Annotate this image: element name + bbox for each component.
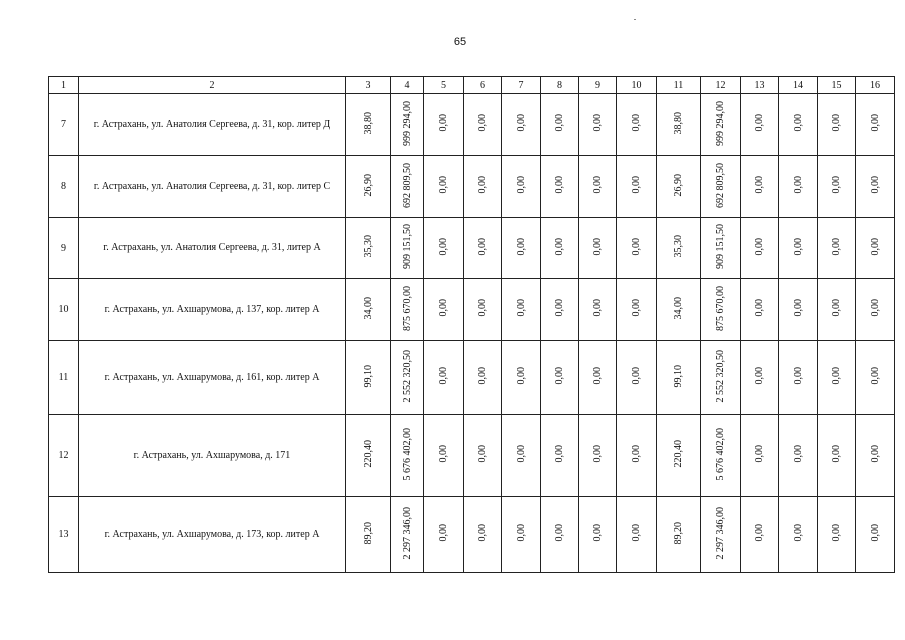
- col-header: 10: [617, 77, 657, 94]
- value-cell: [779, 497, 818, 573]
- value-cell: [741, 156, 779, 218]
- value-cell: [502, 497, 541, 573]
- value-text: 0,00: [438, 237, 449, 256]
- value-cell: [818, 341, 856, 415]
- value-text: 999 294,00: [401, 100, 413, 146]
- value-text: 0,00: [631, 176, 642, 194]
- value-text: 0,00: [792, 176, 804, 194]
- col-header: 2: [79, 77, 346, 94]
- value-text: 0,00: [792, 299, 804, 317]
- value-text: 0,00: [754, 176, 765, 194]
- value-cell: [701, 156, 741, 218]
- value-cell: [657, 341, 701, 415]
- value-text: 0,00: [831, 299, 842, 317]
- value-text: 0,00: [438, 114, 449, 132]
- value-cell: [818, 156, 856, 218]
- value-text: 0,00: [754, 445, 765, 463]
- value-text: 0,00: [592, 367, 603, 385]
- col-header: 12: [701, 77, 741, 94]
- value-text: 0,00: [792, 114, 804, 132]
- value-cell: [464, 94, 502, 156]
- value-text: 0,00: [792, 237, 804, 256]
- value-cell: [464, 415, 502, 497]
- value-text: 0,00: [554, 114, 565, 132]
- value-text: 220,40: [673, 440, 684, 468]
- row-number: 13: [49, 497, 79, 573]
- col-header: 3: [346, 77, 391, 94]
- value-text: 0,00: [869, 114, 881, 132]
- table-row: [49, 341, 895, 415]
- value-cell: [346, 415, 391, 497]
- value-cell: [346, 497, 391, 573]
- value-text: 34,00: [362, 296, 374, 320]
- value-cell: [818, 94, 856, 156]
- value-text: 0,00: [477, 299, 488, 317]
- value-text: 89,20: [673, 521, 684, 545]
- value-text: 0,00: [631, 524, 642, 542]
- value-cell: [424, 415, 464, 497]
- value-text: 0,00: [792, 524, 804, 542]
- col-header: 6: [464, 77, 502, 94]
- value-text: 0,00: [438, 445, 449, 463]
- value-text: 0,00: [831, 524, 842, 542]
- value-cell: [541, 94, 579, 156]
- col-header: 1: [49, 77, 79, 94]
- value-text: 38,80: [362, 111, 374, 135]
- value-text: 692 809,50: [401, 162, 413, 208]
- value-cell: [391, 218, 424, 279]
- value-cell: [424, 156, 464, 218]
- value-cell: [541, 218, 579, 279]
- value-text: 0,00: [592, 237, 603, 256]
- value-text: 0,00: [754, 524, 765, 542]
- address-cell: г. Астрахань, ул. Анатолия Сергеева, д. 31, литер А: [79, 218, 346, 279]
- value-text: 0,00: [477, 367, 488, 385]
- value-cell: [779, 341, 818, 415]
- col-header: 5: [424, 77, 464, 94]
- value-cell: [741, 94, 779, 156]
- value-text: 0,00: [754, 237, 765, 256]
- value-cell: [617, 497, 657, 573]
- value-cell: [579, 497, 617, 573]
- value-cell: [502, 94, 541, 156]
- value-cell: [579, 94, 617, 156]
- value-text: 26,90: [362, 173, 374, 197]
- value-text: 0,00: [554, 299, 565, 317]
- value-cell: [818, 497, 856, 573]
- row-number: 10: [49, 279, 79, 341]
- value-cell: [779, 218, 818, 279]
- col-header: 9: [579, 77, 617, 94]
- header-row: [49, 77, 895, 94]
- value-cell: [541, 415, 579, 497]
- value-text: 999 294,00: [715, 100, 726, 146]
- value-cell: [818, 218, 856, 279]
- value-cell: [541, 156, 579, 218]
- table-row: [49, 279, 895, 341]
- value-cell: [617, 156, 657, 218]
- value-text: 220,40: [362, 440, 374, 468]
- value-text: 0,00: [792, 367, 804, 385]
- value-text: 0,00: [438, 176, 449, 194]
- table-body: [49, 94, 895, 573]
- value-cell: [701, 415, 741, 497]
- value-text: 0,00: [554, 524, 565, 542]
- value-cell: [391, 156, 424, 218]
- row-number: 12: [49, 415, 79, 497]
- value-cell: [856, 279, 895, 341]
- value-text: 0,00: [554, 367, 565, 385]
- col-header: 15: [818, 77, 856, 94]
- value-text: 692 809,50: [715, 162, 726, 208]
- value-cell: [541, 341, 579, 415]
- value-text: 2 297 346,00: [715, 506, 726, 560]
- value-text: 875 670,00: [715, 285, 726, 331]
- value-text: 35,30: [362, 235, 374, 258]
- value-cell: [856, 218, 895, 279]
- col-header: 13: [741, 77, 779, 94]
- value-text: 38,80: [673, 111, 684, 135]
- value-text: 0,00: [631, 299, 642, 317]
- value-text: 0,00: [554, 237, 565, 256]
- value-cell: [617, 415, 657, 497]
- value-text: 34,00: [673, 296, 684, 320]
- value-text: 0,00: [869, 367, 881, 385]
- value-text: 99,10: [362, 364, 374, 388]
- value-cell: [464, 218, 502, 279]
- value-text: 0,00: [438, 524, 449, 542]
- value-cell: [701, 341, 741, 415]
- value-text: 89,20: [362, 521, 374, 545]
- value-cell: [856, 94, 895, 156]
- value-text: 0,00: [754, 367, 765, 385]
- value-text: 0,00: [477, 237, 488, 256]
- value-cell: [391, 415, 424, 497]
- value-text: 0,00: [831, 176, 842, 194]
- value-cell: [346, 218, 391, 279]
- value-text: 0,00: [515, 445, 527, 463]
- value-cell: [464, 279, 502, 341]
- table-row: [49, 497, 895, 573]
- value-text: 0,00: [831, 367, 842, 385]
- value-text: 0,00: [438, 299, 449, 317]
- value-cell: [701, 279, 741, 341]
- value-text: 0,00: [477, 114, 488, 132]
- value-cell: [424, 94, 464, 156]
- value-cell: [617, 94, 657, 156]
- value-cell: [391, 94, 424, 156]
- value-cell: [502, 415, 541, 497]
- value-cell: [424, 497, 464, 573]
- value-cell: [657, 497, 701, 573]
- address-cell: г. Астрахань, ул. Анатолия Сергеева, д. 31, кор. литер Д: [79, 94, 346, 156]
- value-cell: [346, 341, 391, 415]
- property-table: [48, 76, 895, 573]
- value-text: 99,10: [673, 364, 684, 388]
- value-text: 0,00: [592, 524, 603, 542]
- value-text: 0,00: [631, 237, 642, 256]
- value-cell: [779, 415, 818, 497]
- col-header: 4: [391, 77, 424, 94]
- value-text: 2 297 346,00: [401, 506, 413, 560]
- value-text: 0,00: [515, 176, 527, 194]
- value-cell: [617, 341, 657, 415]
- value-cell: [657, 279, 701, 341]
- address-cell: г. Астрахань, ул. Ахшарумова, д. 161, кор. литер А: [79, 341, 346, 415]
- value-cell: [424, 341, 464, 415]
- value-cell: [579, 415, 617, 497]
- value-text: 0,00: [477, 176, 488, 194]
- col-header: 7: [502, 77, 541, 94]
- row-number: 9: [49, 218, 79, 279]
- value-cell: [346, 156, 391, 218]
- col-header: 11: [657, 77, 701, 94]
- value-cell: [464, 497, 502, 573]
- value-cell: [701, 94, 741, 156]
- value-text: 0,00: [515, 114, 527, 132]
- value-cell: [541, 497, 579, 573]
- value-cell: [701, 218, 741, 279]
- value-text: 5 676 402,00: [715, 427, 726, 481]
- value-text: 0,00: [631, 445, 642, 463]
- value-text: 875 670,00: [401, 285, 413, 331]
- value-cell: [657, 415, 701, 497]
- value-cell: [424, 279, 464, 341]
- value-cell: [579, 156, 617, 218]
- value-cell: [502, 218, 541, 279]
- value-cell: [657, 218, 701, 279]
- value-cell: [657, 94, 701, 156]
- value-cell: [741, 497, 779, 573]
- value-cell: [741, 279, 779, 341]
- value-cell: [579, 279, 617, 341]
- value-text: 0,00: [831, 114, 842, 132]
- value-text: 0,00: [754, 114, 765, 132]
- value-text: 0,00: [554, 445, 565, 463]
- value-cell: [741, 218, 779, 279]
- table-row: [49, 94, 895, 156]
- table-row: [49, 415, 895, 497]
- address-cell: г. Астрахань, ул. Ахшарумова, д. 137, кор. литер А: [79, 279, 346, 341]
- table-row: [49, 218, 895, 279]
- value-text: 0,00: [869, 237, 881, 256]
- value-text: 0,00: [515, 237, 527, 256]
- col-header: 14: [779, 77, 818, 94]
- value-cell: [741, 415, 779, 497]
- value-cell: [464, 341, 502, 415]
- value-cell: [391, 279, 424, 341]
- value-text: 0,00: [477, 445, 488, 463]
- value-cell: [818, 415, 856, 497]
- value-text: 0,00: [515, 299, 527, 317]
- value-cell: [502, 156, 541, 218]
- value-cell: [856, 415, 895, 497]
- value-text: 0,00: [592, 176, 603, 194]
- value-text: 0,00: [631, 367, 642, 385]
- value-text: 909 151,50: [401, 224, 413, 269]
- value-cell: [502, 279, 541, 341]
- value-cell: [391, 497, 424, 573]
- value-text: 0,00: [869, 299, 881, 317]
- value-cell: [346, 279, 391, 341]
- col-header: 8: [541, 77, 579, 94]
- col-header: 16: [856, 77, 895, 94]
- value-text: 0,00: [869, 524, 881, 542]
- value-cell: [617, 279, 657, 341]
- address-cell: г. Астрахань, ул. Ахшарумова, д. 173, кор. литер А: [79, 497, 346, 573]
- value-text: 0,00: [792, 445, 804, 463]
- value-text: 0,00: [592, 114, 603, 132]
- value-text: 0,00: [869, 445, 881, 463]
- value-cell: [346, 94, 391, 156]
- value-cell: [579, 218, 617, 279]
- value-text: 5 676 402,00: [401, 427, 413, 481]
- table-row: [49, 156, 895, 218]
- value-cell: [856, 497, 895, 573]
- value-cell: [701, 497, 741, 573]
- value-text: 0,00: [754, 299, 765, 317]
- value-text: 0,00: [631, 114, 642, 132]
- value-cell: [541, 279, 579, 341]
- value-cell: [579, 341, 617, 415]
- row-number: 11: [49, 341, 79, 415]
- value-text: 0,00: [831, 237, 842, 256]
- address-cell: г. Астрахань, ул. Анатолия Сергеева, д. 31, кор. литер С: [79, 156, 346, 218]
- value-cell: [856, 156, 895, 218]
- value-text: 0,00: [831, 445, 842, 463]
- value-cell: [502, 341, 541, 415]
- page-number: 65: [453, 36, 467, 48]
- value-cell: [818, 279, 856, 341]
- value-cell: [464, 156, 502, 218]
- value-cell: [779, 279, 818, 341]
- value-text: 0,00: [592, 445, 603, 463]
- row-number: 8: [49, 156, 79, 218]
- value-cell: [741, 341, 779, 415]
- value-text: 0,00: [438, 367, 449, 385]
- value-text: 0,00: [515, 524, 527, 542]
- value-text: 0,00: [515, 367, 527, 385]
- scan-speck: [634, 19, 636, 20]
- value-cell: [856, 341, 895, 415]
- value-cell: [424, 218, 464, 279]
- value-text: 0,00: [869, 176, 881, 194]
- value-cell: [617, 218, 657, 279]
- value-cell: [779, 156, 818, 218]
- value-text: 2 552 320,50: [715, 349, 726, 403]
- value-text: 0,00: [554, 176, 565, 194]
- row-number: 7: [49, 94, 79, 156]
- value-text: 0,00: [592, 299, 603, 317]
- value-text: 2 552 320,50: [401, 349, 413, 403]
- value-cell: [391, 341, 424, 415]
- value-text: 26,90: [673, 173, 684, 197]
- value-cell: [779, 94, 818, 156]
- value-text: 0,00: [477, 524, 488, 542]
- value-text: 35,30: [673, 235, 684, 258]
- value-cell: [657, 156, 701, 218]
- value-text: 909 151,50: [715, 224, 726, 269]
- address-cell: г. Астрахань, ул. Ахшарумова, д. 171: [79, 415, 346, 497]
